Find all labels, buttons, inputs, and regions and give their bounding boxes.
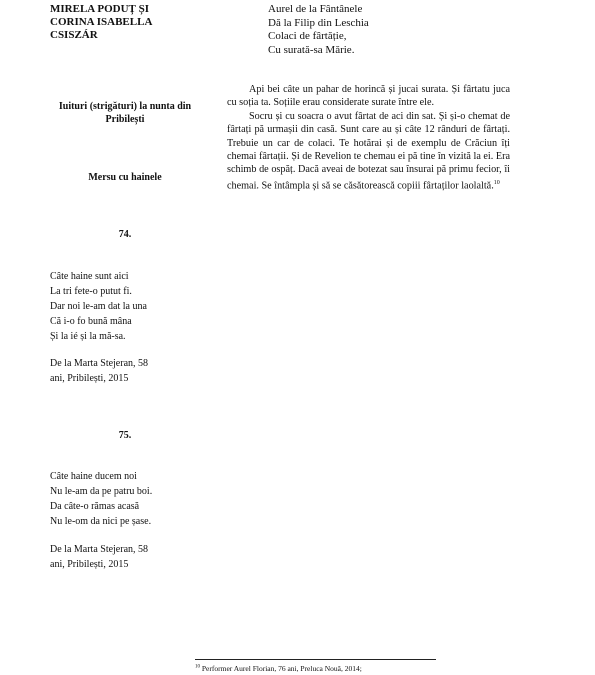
body-paragraph bbox=[227, 110, 510, 193]
verse-line: Aurel de la Fântânele bbox=[268, 3, 363, 15]
body-paragraph-text: Socru și cu soacra o avut fârtat de aci din sat. Și și-o chemat de fârtați pă urmașii din casă. Sunt care au și câte 12 rânduri de fârtați. Trebuie un car de colaci. Te hotărai și de exemplu de Crăciun îți chemai fârtații. Și de Revelion te chemau ei pă tine în vizită la ei. Era schimb de ospăț. Dacă aveai de botezat sau însurai pă primu fecior, îi chemai. Se întâmpla și să se căsătorească copiii fârtaților laolaltă. bbox=[227, 110, 510, 192]
body-text bbox=[227, 83, 510, 193]
verse-line: Câte haine ducem noi bbox=[50, 471, 137, 482]
footnote-marker: 10 bbox=[195, 664, 200, 670]
verse-line: Câte haine sunt aici bbox=[50, 271, 129, 282]
source-line: De la Marta Stejeran, 58 bbox=[50, 358, 149, 369]
verse-line: Dar noi le-am dat la una bbox=[50, 301, 147, 312]
footnote-ref[interactable]: 10 bbox=[493, 179, 500, 186]
verse-line: Și la ié și la mă-sa. bbox=[50, 331, 126, 342]
verse-line: Că i-o fo bună mâna bbox=[50, 316, 132, 327]
source-line: De la Marta Stejeran, 58 bbox=[50, 544, 149, 555]
body-paragraph: Api bei câte un pahar de horincă și jucai surata. Și fârtatu juca cu soția ta. Soțiile erau considerate surate între ele. bbox=[227, 84, 510, 109]
song-number: 74. bbox=[118, 229, 132, 240]
footnote bbox=[195, 664, 362, 673]
verse-line: Nu le-am da pe patru boi. bbox=[50, 486, 153, 497]
verse-line: La tri fete-o putut fi. bbox=[50, 286, 132, 297]
song-number: 75. bbox=[118, 430, 132, 441]
footnote-divider bbox=[195, 659, 436, 660]
song-source bbox=[50, 542, 180, 572]
source-line: ani, Pribilești, 2015 bbox=[50, 559, 129, 570]
footnote-text: Performer Aurel Florian, 76 ani, Preluca Nouă, 2014; bbox=[200, 664, 362, 673]
top-verse bbox=[268, 3, 369, 57]
author-header bbox=[50, 3, 180, 42]
song-verse bbox=[50, 469, 210, 529]
verse-line: Nu le-om da nici pe șase. bbox=[50, 516, 152, 527]
verse-line: Colaci de fârtăție, bbox=[268, 30, 347, 42]
section-title: Iuituri (strigături) la nunta din Pribilești bbox=[58, 101, 192, 125]
author-line: MIRELA PODUȚ ȘI bbox=[50, 3, 150, 15]
verse-line: Da câte-o rămas acasă bbox=[50, 501, 140, 512]
song-verse bbox=[50, 269, 210, 344]
author-line: CORINA ISABELLA bbox=[50, 16, 153, 28]
verse-line: Cu surată-sa Mărie. bbox=[268, 43, 355, 56]
song-source bbox=[50, 356, 180, 386]
source-line: ani, Pribilești, 2015 bbox=[50, 373, 129, 384]
section-subtitle: Mersu cu hainele bbox=[88, 172, 162, 183]
verse-line: Dă la Filip din Leschia bbox=[268, 16, 369, 29]
author-line: CSISZÁR bbox=[50, 29, 98, 41]
